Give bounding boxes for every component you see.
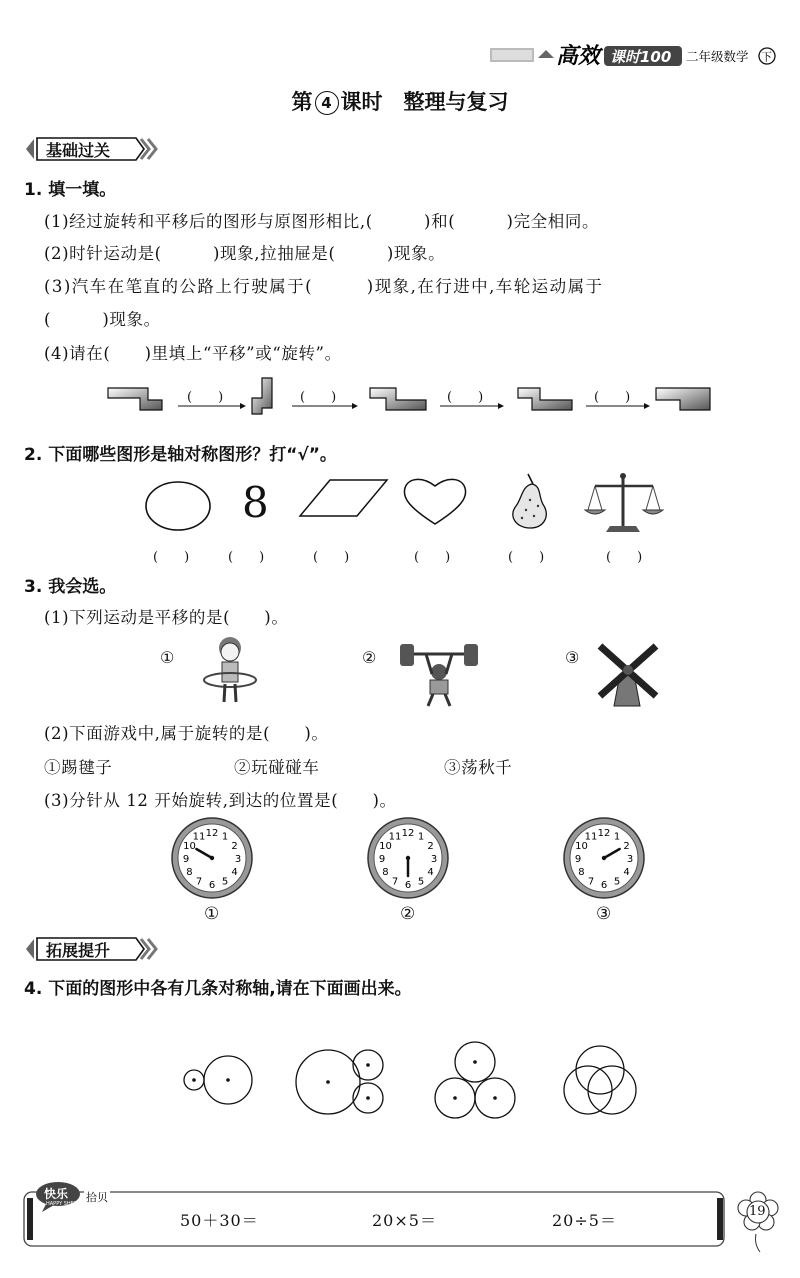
arrow-1-blank[interactable]: ( )	[187, 390, 224, 405]
footer-exercise-3: 20÷5＝	[552, 1211, 617, 1230]
step-shape-4	[518, 388, 572, 410]
weightlifter-icon	[400, 644, 478, 706]
step-shape-1	[108, 388, 162, 410]
clock-number: 8	[186, 867, 193, 878]
clock-2-label: ②	[400, 904, 416, 924]
clock-number: 10	[575, 841, 588, 852]
q2-blank-ellipse[interactable]: ( )	[153, 550, 190, 565]
question-4-title: 4. 下面的图形中各有几条对称轴,请在下面画出来。	[24, 979, 412, 999]
q3-pictures-row	[200, 634, 680, 712]
clock-number: 1	[221, 831, 229, 843]
clock-number: 6	[600, 880, 608, 891]
clock-number: 2	[231, 841, 238, 852]
footer-badge-label: 快乐	[44, 1187, 69, 1201]
brand-box-text: 课时100	[610, 48, 672, 66]
q2-blank-heart[interactable]: ( )	[414, 550, 451, 565]
clock-number: 1	[613, 831, 621, 843]
clock-2	[368, 818, 448, 898]
clock-number: 12	[205, 828, 219, 839]
clock-number: 6	[208, 880, 216, 891]
brand-dots-decoration	[490, 48, 534, 62]
q1-line-1: (1)经过旋转和平移后的图形与原图形相比,( )和( )完全相同。	[44, 212, 600, 231]
brand-header	[480, 40, 780, 70]
clock-number: 9	[378, 854, 386, 865]
step-shape-3	[370, 388, 426, 410]
step-shape-5	[656, 388, 710, 410]
q1-line-4: (4)请在( )里填上“平移”或“旋转”。	[44, 344, 342, 363]
q3-choice-2: ②玩碰碰车	[234, 758, 320, 777]
clock-number: 9	[182, 854, 190, 865]
lesson-title: 整理与复习	[403, 90, 509, 114]
clock-1-label: ①	[204, 904, 220, 924]
brand-grade: 二年级数学	[686, 49, 749, 64]
brand-volume: 下	[761, 50, 772, 64]
page-number: 19	[749, 1204, 766, 1219]
section-basic	[24, 136, 159, 162]
clock-number: 4	[231, 867, 238, 878]
q2-blank-parallelogram[interactable]: ( )	[313, 550, 350, 565]
clock-number: 12	[401, 828, 415, 839]
footer-exercise-2: 20×5＝	[372, 1211, 437, 1230]
lesson-suffix: 课时	[340, 90, 383, 114]
clock-number: 1	[417, 831, 425, 843]
clocks-row	[160, 816, 660, 906]
brand-main: 高效	[556, 44, 601, 69]
q2-blank-scale[interactable]: ( )	[606, 550, 643, 565]
book-icon	[538, 50, 554, 58]
clock-number: 11	[584, 831, 598, 843]
q3-option-3-label: ③	[565, 648, 580, 667]
clock-number: 8	[578, 867, 585, 878]
circle-figure-2	[296, 1050, 383, 1114]
pear-icon	[513, 474, 546, 528]
clock-3-label: ③	[596, 904, 612, 924]
q4-circles-row	[170, 1030, 650, 1130]
clock-number: 8	[382, 867, 389, 878]
clock-3	[564, 818, 644, 898]
clock-number: 10	[183, 841, 196, 852]
ellipse-shape	[146, 482, 210, 530]
question-2-title: 2. 下面哪些图形是轴对称图形？打“√”。	[24, 445, 337, 465]
clock-number: 3	[234, 854, 242, 865]
circle-figure-4	[564, 1046, 636, 1114]
clock-number: 12	[597, 828, 611, 839]
section-basic-label: 基础过关	[46, 141, 111, 160]
clock-number: 11	[388, 831, 402, 843]
clock-number: 2	[427, 841, 434, 852]
windmill-icon	[600, 646, 656, 706]
footer-badge-english: HAPPY SHELL	[46, 1201, 80, 1207]
q3-line-1: (1)下列运动是平移的是( )。	[44, 608, 289, 627]
clock-number: 5	[613, 876, 621, 888]
heart-shape	[404, 479, 465, 524]
footer-exercise-1: 50＋30＝	[180, 1211, 259, 1230]
clock-number: 9	[574, 854, 582, 865]
clock-1	[172, 818, 252, 898]
question-1-title: 1. 填一填。	[24, 180, 117, 200]
lesson-prefix: 第	[291, 90, 313, 114]
clock-number: 5	[221, 876, 229, 888]
q2-blank-eight[interactable]: ( )	[228, 550, 265, 565]
q3-choice-3: ③荡秋千	[444, 758, 513, 777]
clock-number: 2	[623, 841, 630, 852]
clock-number: 3	[626, 854, 634, 865]
q3-option-2-label: ②	[362, 648, 377, 667]
balance-scale-icon	[585, 473, 663, 532]
circle-figure-3	[435, 1042, 515, 1118]
question-3-title: 3. 我会选。	[24, 577, 117, 597]
q2-blank-pear[interactable]: ( )	[508, 550, 545, 565]
footer-badge-label-2: 拾贝	[86, 1191, 108, 1204]
q1-line-3: (3)汽车在笔直的公路上行驶属于( )现象,在行进中,车轮运动属于	[44, 277, 604, 296]
q3-option-1-label: ①	[160, 648, 175, 667]
section-extend-label: 拓展提升	[46, 941, 111, 960]
clock-center	[602, 856, 606, 860]
q1-line-2: (2)时针运动是( )现象,拉抽屉是( )现象。	[44, 244, 446, 263]
q3-choice-1: ①踢毽子	[44, 758, 113, 777]
clock-number: 4	[623, 867, 630, 878]
page-title	[0, 86, 800, 116]
clock-center	[210, 856, 214, 860]
hula-hoop-kid-icon	[204, 637, 256, 702]
q1-line-3b: ( )现象。	[44, 310, 161, 329]
clock-number: 11	[192, 831, 206, 843]
q3-line-3: (3)分针从 12 开始旋转,到达的位置是( )。	[44, 791, 397, 810]
clock-number: 7	[391, 876, 399, 888]
clock-number: 7	[587, 876, 595, 888]
parallelogram-shape	[300, 480, 387, 516]
digit-eight: 8	[242, 478, 269, 527]
clock-center	[406, 856, 410, 860]
q2-shapes-row	[130, 468, 690, 538]
step-shape-2	[252, 378, 272, 414]
clock-number: 5	[417, 876, 425, 888]
clock-number: 10	[379, 841, 392, 852]
clock-number: 4	[427, 867, 434, 878]
clock-number: 3	[430, 854, 438, 865]
section-extend	[24, 936, 159, 962]
clock-number: 6	[404, 880, 412, 891]
arrow-2-blank[interactable]: ( )	[300, 390, 337, 405]
lesson-number: 4	[315, 91, 339, 115]
q3-line-2: (2)下面游戏中,属于旋转的是( )。	[44, 724, 329, 743]
arrow-3-blank[interactable]: ( )	[447, 390, 484, 405]
clock-number: 7	[195, 876, 203, 888]
arrow-4-blank[interactable]: ( )	[594, 390, 631, 405]
